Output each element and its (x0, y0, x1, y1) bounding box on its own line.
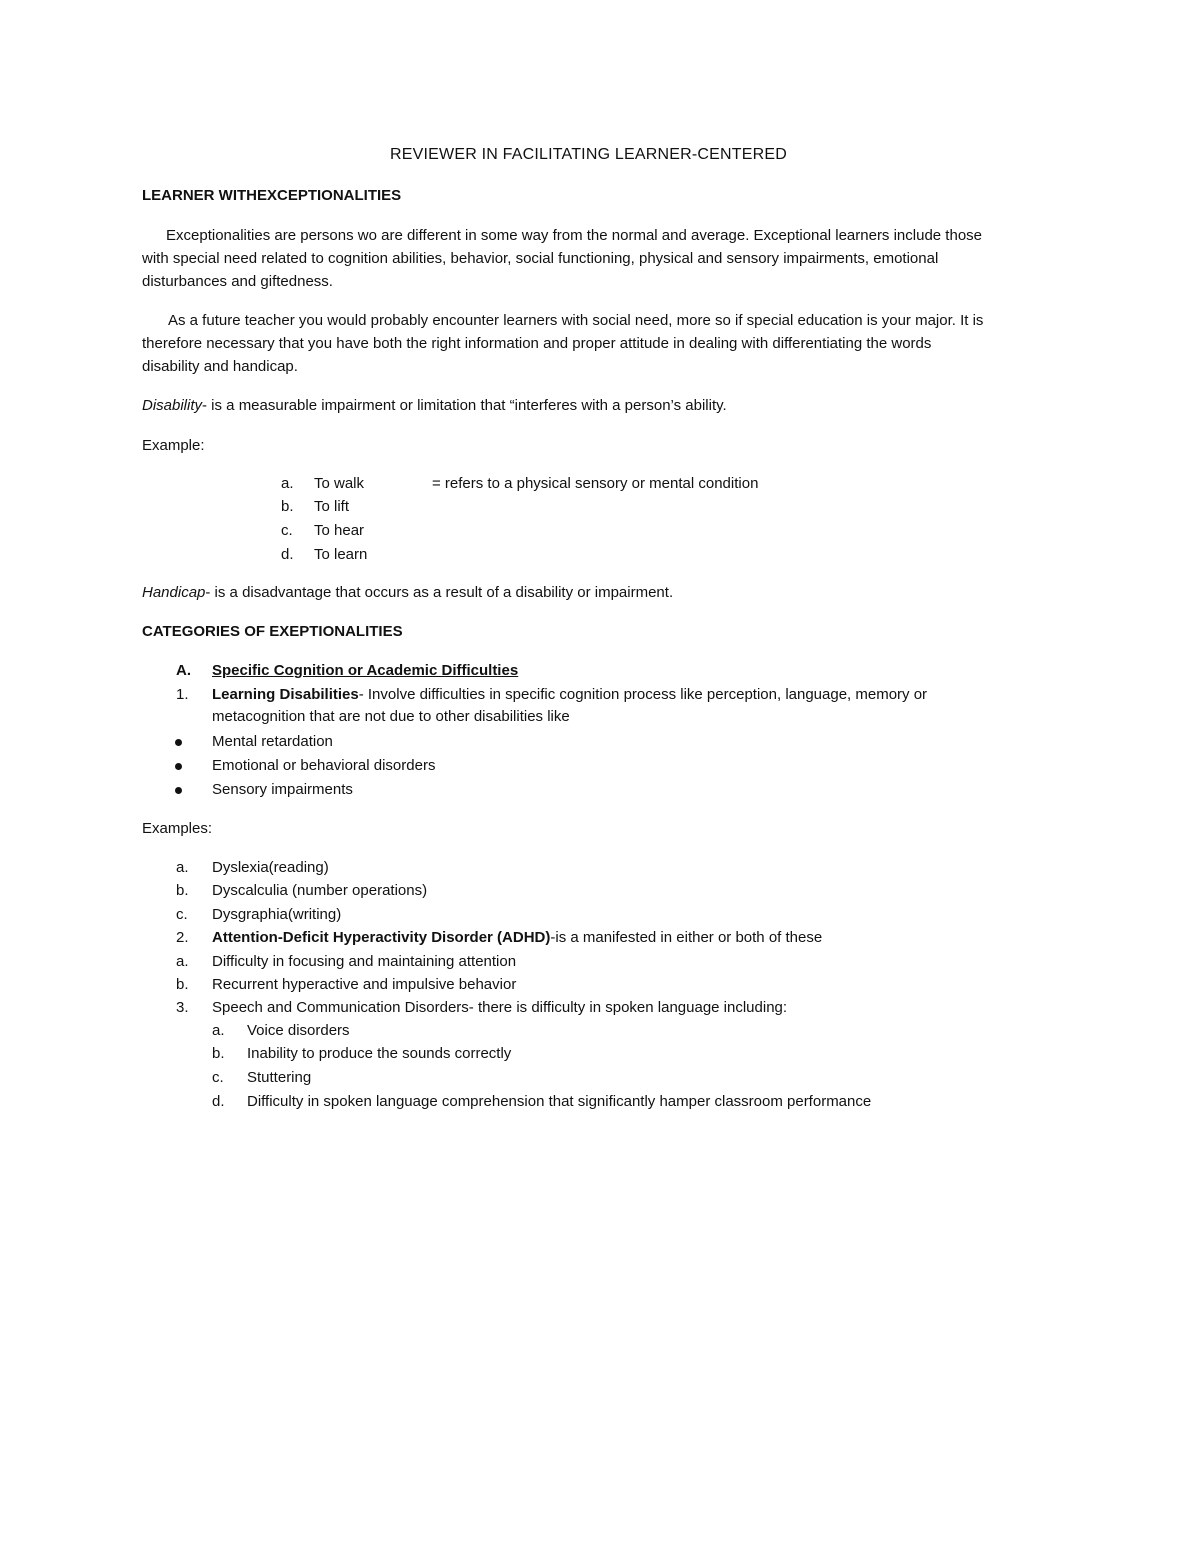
list-item: To walk (314, 475, 365, 492)
paragraph-1-line-2: with special need related to cognition abilities, behavior, social functioning, physical and sensory impairments, emotional (142, 250, 939, 267)
list-item: To learn (314, 546, 368, 563)
list-item: Difficulty in spoken language comprehension that significantly hamper classroom performance (247, 1093, 872, 1110)
bullet-dot (175, 787, 182, 794)
document-title: REVIEWER IN FACILITATING LEARNER-CENTERED (390, 146, 787, 163)
list-item: Recurrent hyperactive and impulsive behavior (212, 976, 517, 993)
category-heading: Specific Cognition or Academic Difficulties (212, 662, 519, 679)
list-item: Stuttering (247, 1069, 312, 1086)
list-marker: c. (176, 906, 188, 923)
adhd-text: -is a manifested in either or both of these (550, 929, 823, 946)
list-item: To lift (314, 498, 350, 515)
paragraph-2-line-1: As a future teacher you would probably encounter learners with social need, more so if special education is your major. It is (168, 312, 984, 329)
paragraph-1-line-3: disturbances and giftedness. (142, 273, 333, 290)
bullet-item: Sensory impairments (212, 781, 353, 798)
speech-disorders-line: Speech and Communication Disorders- there is difficulty in spoken language including: (212, 999, 788, 1016)
bullet-dot (175, 739, 182, 746)
learning-disabilities-text: - Involve difficulties in specific cognition process like perception, language, memory or (358, 686, 928, 703)
list-marker: b. (176, 882, 189, 899)
list-item: Difficulty in focusing and maintaining attention (212, 953, 517, 970)
numbered-marker: 1. (176, 686, 189, 703)
bullet-item: Mental retardation (212, 733, 333, 750)
list-marker: c. (281, 522, 293, 539)
list-marker: a. (176, 859, 189, 876)
list-item: Voice disorders (247, 1022, 350, 1039)
list-item: Dyslexia(reading) (212, 859, 329, 876)
disability-term: Disability (142, 397, 203, 414)
paragraph-2-line-3: disability and handicap. (142, 358, 298, 375)
handicap-definition (142, 583, 673, 603)
section-heading-categories: CATEGORIES OF EXEPTIONALITIES (142, 623, 403, 640)
disability-definition (142, 396, 727, 416)
numbered-marker: 3. (176, 999, 189, 1016)
example-label: Example: (142, 437, 205, 454)
list-item: Dyscalculia (number operations) (212, 882, 428, 899)
list-marker: a. (281, 475, 294, 492)
section-heading-learner-exceptionalities: LEARNER WITHEXCEPTIONALITIES (142, 187, 402, 204)
list-item: To hear (314, 522, 365, 539)
disability-text: - is a measurable impairment or limitation that “interferes with a person’s ability. (202, 397, 727, 414)
bullet-item: Emotional or behavioral disorders (212, 757, 436, 774)
list-item: Inability to produce the sounds correctly (247, 1045, 512, 1062)
list-marker: c. (212, 1069, 224, 1086)
paragraph-2-line-2: therefore necessary that you have both the right information and proper attitude in dealing with differentiating the words (142, 335, 932, 352)
list-marker: b. (281, 498, 294, 515)
learning-disabilities-term: Learning Disabilities (212, 686, 359, 703)
list-marker: b. (176, 976, 189, 993)
adhd-line (212, 928, 822, 948)
handicap-text: - is a disadvantage that occurs as a result of a disability or impairment. (205, 584, 674, 601)
category-marker: A. (176, 662, 191, 679)
paragraph-1-line-1: Exceptionalities are persons wo are different in some way from the normal and average. Exceptional learners include those (166, 227, 982, 244)
learning-disabilities-line-1 (212, 685, 927, 705)
bullet-dot (175, 763, 182, 770)
examples-label: Examples: (142, 820, 213, 837)
list-marker: d. (212, 1093, 225, 1110)
handicap-term: Handicap (142, 584, 206, 601)
example-note: = refers to a physical sensory or mental condition (432, 475, 759, 492)
adhd-term: Attention-Deficit Hyperactivity Disorder (ADHD) (212, 929, 551, 946)
learning-disabilities-line-2: metacognition that are not due to other disabilities like (212, 708, 570, 725)
list-marker: d. (281, 546, 294, 563)
list-marker: a. (176, 953, 189, 970)
list-marker: a. (212, 1022, 225, 1039)
list-marker: b. (212, 1045, 225, 1062)
list-item: Dysgraphia(writing) (212, 906, 342, 923)
numbered-marker: 2. (176, 929, 189, 946)
